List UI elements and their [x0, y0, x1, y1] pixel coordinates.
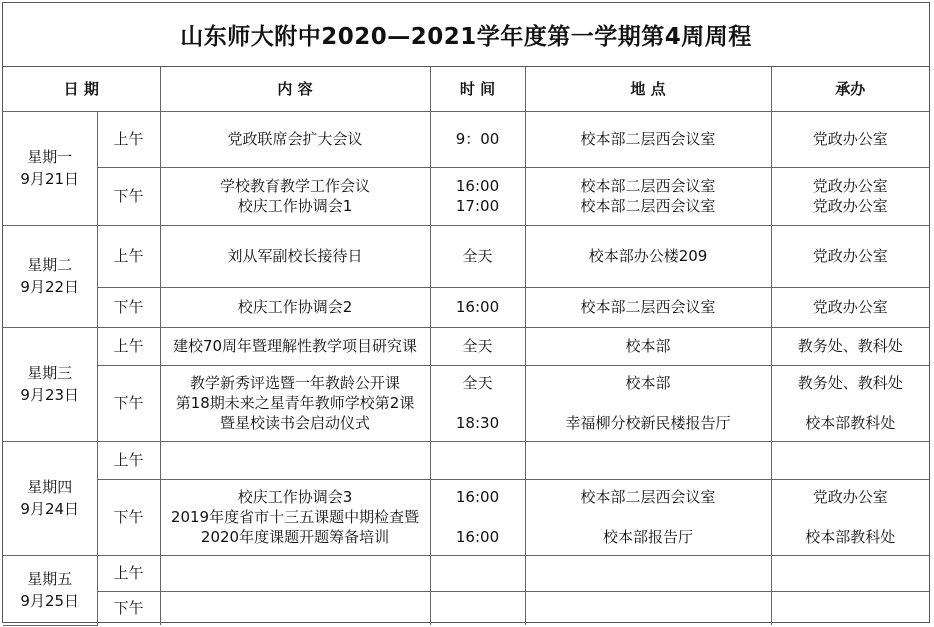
- cell-line: 校庆工作协调会1: [237, 197, 353, 215]
- cell-line: 党政联席会扩大会议: [227, 130, 363, 148]
- time-cell: [430, 327, 525, 365]
- cell-line: 党政办公室: [812, 177, 888, 195]
- content-cell: [160, 225, 430, 287]
- schedule-row: [3, 167, 929, 225]
- cell-line: [526, 507, 771, 527]
- schedule-row: [3, 327, 929, 365]
- cell-line: 党政办公室: [812, 247, 888, 265]
- time-cell: [430, 111, 525, 167]
- period-label: 上午: [97, 327, 160, 365]
- cell-line: 18:30: [455, 414, 500, 432]
- cell-line: 校本部: [625, 337, 671, 355]
- cell-line: 教务处、教科处: [797, 374, 903, 392]
- date-label: 9月21日: [20, 170, 80, 188]
- page-title: 山东师大附中2020—2021学年度第一学期第4周周程: [3, 3, 929, 67]
- period-label: 下午: [97, 167, 160, 225]
- content-cell: [160, 441, 430, 479]
- cell-line: [772, 507, 930, 527]
- content-cell: [160, 287, 430, 327]
- period-label: 下午: [97, 591, 160, 625]
- schedule-row: [3, 591, 929, 625]
- cell-line: [772, 393, 930, 413]
- place-cell: [525, 287, 771, 327]
- cell-line: 暨星校读书会启动仪式: [220, 414, 371, 432]
- cell-line: [526, 393, 771, 413]
- time-cell: [430, 225, 525, 287]
- day-cell: [3, 555, 97, 625]
- place-cell: [525, 555, 771, 591]
- period-label: 上午: [97, 555, 160, 591]
- cell-line: [431, 507, 525, 527]
- cell-line: 教务处、教科处: [797, 337, 903, 355]
- schedule-row: [3, 225, 929, 287]
- content-cell: [160, 479, 430, 555]
- schedule-row: [3, 111, 929, 167]
- time-cell: [430, 591, 525, 625]
- period-label: 上午: [97, 225, 160, 287]
- content-cell: [160, 167, 430, 225]
- header-row: [3, 67, 929, 111]
- place-cell: [525, 111, 771, 167]
- place-cell: [525, 441, 771, 479]
- header-content: 内 容: [160, 67, 430, 111]
- cell-line: 16:00: [455, 298, 500, 316]
- cell-line: 2020年度课题开题筹备培训: [200, 528, 390, 546]
- cell-line: 学校教育教学工作会议: [220, 177, 371, 195]
- cell-line: 全天: [462, 374, 493, 392]
- weekday-label: 星期一: [27, 148, 73, 166]
- day-cell: [3, 111, 97, 225]
- cell-line: 校本部办公楼209: [588, 247, 708, 265]
- period-label: 下午: [97, 365, 160, 441]
- cell-line: 校本部教科处: [805, 528, 896, 546]
- day-cell: [3, 225, 97, 327]
- host-cell: [771, 591, 929, 625]
- period-label: 下午: [97, 287, 160, 327]
- period-label: 上午: [97, 111, 160, 167]
- cell-line: [431, 393, 525, 413]
- schedule-row: [3, 479, 929, 555]
- cell-line: 刘从军副校长接待日: [227, 247, 363, 265]
- content-cell: [160, 555, 430, 591]
- date-label: 9月25日: [20, 592, 80, 610]
- date-label: 9月22日: [20, 278, 80, 296]
- cell-line: 校本部二层西会议室: [580, 177, 716, 195]
- place-cell: [525, 225, 771, 287]
- schedule-row: [3, 287, 929, 327]
- schedule-row: [3, 441, 929, 479]
- cell-line: 校本部教科处: [805, 414, 896, 432]
- cell-line: 16:00: [455, 177, 500, 195]
- host-cell: [771, 327, 929, 365]
- weekday-label: 星期五: [27, 570, 73, 588]
- header-time: 时 间: [430, 67, 525, 111]
- day-cell: [3, 327, 97, 441]
- content-cell: [160, 365, 430, 441]
- host-cell: [771, 441, 929, 479]
- period-label: 上午: [97, 441, 160, 479]
- cell-line: 校本部二层西会议室: [580, 488, 716, 506]
- content-cell: [160, 591, 430, 625]
- day-cell: [3, 441, 97, 555]
- schedule-row: [3, 555, 929, 591]
- host-cell: [771, 555, 929, 591]
- host-cell: [771, 225, 929, 287]
- time-cell: [430, 365, 525, 441]
- cell-line: 教学新秀评选暨一年教龄公开课: [190, 374, 401, 392]
- cell-line: 幸福柳分校新民楼报告厅: [565, 414, 731, 432]
- place-cell: [525, 327, 771, 365]
- place-cell: [525, 591, 771, 625]
- cell-line: 校本部二层西会议室: [580, 197, 716, 215]
- weekday-label: 星期三: [27, 364, 73, 382]
- host-cell: [771, 479, 929, 555]
- cell-line: 9：00: [455, 130, 500, 148]
- header-date: 日 期: [3, 67, 160, 111]
- time-cell: [430, 555, 525, 591]
- host-cell: [771, 365, 929, 441]
- host-cell: [771, 287, 929, 327]
- cell-line: 全天: [462, 337, 493, 355]
- schedule-table: [3, 67, 929, 626]
- cell-line: 党政办公室: [812, 197, 888, 215]
- cell-line: 校本部二层西会议室: [580, 130, 716, 148]
- cell-line: 建校70周年暨理解性教学项目研究课: [172, 337, 418, 355]
- cell-line: 17:00: [455, 197, 500, 215]
- cell-line: 党政办公室: [812, 488, 888, 506]
- cell-line: 16:00: [455, 528, 500, 546]
- schedule-sheet: [2, 2, 930, 623]
- place-cell: [525, 479, 771, 555]
- header-host: 承办: [771, 67, 929, 111]
- time-cell: [430, 287, 525, 327]
- cell-line: 校本部二层西会议室: [580, 298, 716, 316]
- schedule-row: [3, 365, 929, 441]
- host-cell: [771, 111, 929, 167]
- cell-line: 党政办公室: [812, 298, 888, 316]
- cell-line: 第18期未来之星青年教师学校第2课: [175, 394, 415, 412]
- date-label: 9月24日: [20, 500, 80, 518]
- content-cell: [160, 327, 430, 365]
- time-cell: [430, 167, 525, 225]
- time-cell: [430, 441, 525, 479]
- host-cell: [771, 167, 929, 225]
- weekday-label: 星期二: [27, 256, 73, 274]
- weekday-label: 星期四: [27, 478, 73, 496]
- cell-line: 校庆工作协调会2: [237, 298, 353, 316]
- cell-line: 党政办公室: [812, 130, 888, 148]
- time-cell: [430, 479, 525, 555]
- cell-line: 2019年度省市十三五课题中期检查暨: [170, 508, 420, 526]
- header-place: 地 点: [525, 67, 771, 111]
- period-label: 下午: [97, 479, 160, 555]
- date-label: 9月23日: [20, 386, 80, 404]
- cell-line: 校本部报告厅: [603, 528, 694, 546]
- cell-line: 16:00: [455, 488, 500, 506]
- cell-line: 校本部: [625, 374, 671, 392]
- content-cell: [160, 111, 430, 167]
- cell-line: 校庆工作协调会3: [237, 488, 353, 506]
- place-cell: [525, 365, 771, 441]
- cell-line: 全天: [462, 247, 493, 265]
- place-cell: [525, 167, 771, 225]
